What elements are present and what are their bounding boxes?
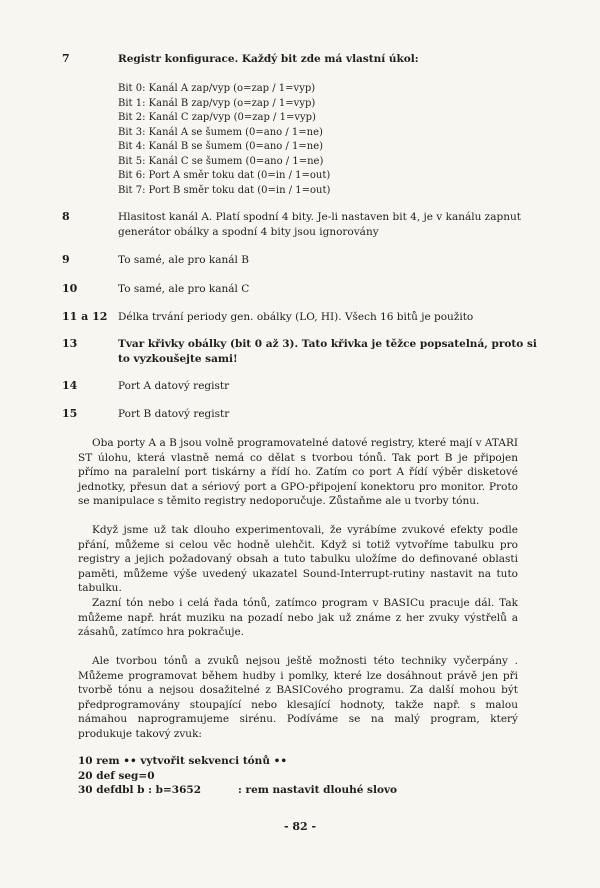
register-description: Hlasitost kanál A. Platí spodní 4 bity. Je-li nastaven bit 4, je v kanálu zapnut generátor obálky a spodní 4 bity jsou ignorovány	[118, 211, 521, 238]
register-description: Tvar křivky obálky (bit 0 až 3). Tato křivka je těžce popsatelná, proto si to vyzkoušejte sami!	[118, 338, 537, 365]
register-number: 7	[62, 52, 70, 65]
bit-item: Bit 5: Kanál C se šumem (0=ano / 1=ne)	[118, 155, 324, 167]
register-number: 10	[62, 282, 78, 295]
register-description: Port A datový registr	[118, 380, 230, 392]
body-paragraph: Když jsme už tak dlouho experimentovali, že vyrábíme zvukové efekty podle přání, můžeme si celou věc hodně ulehčit. Když si totiž vytvoříme tabulku pro registry a jejich požadovaný obsah a tuto tabulku uložíme do definované oblasti paměti, můžeme výše uvedený ukazatel Sound-Interrupt-rutiny nastavit na tuto tabulku.	[78, 524, 518, 594]
code-line: 30 defdbl b : b=3652 : rem nastavit dlouhé slovo	[78, 784, 398, 796]
register-description: Délka trvání periody gen. obálky (LO, HI). Všech 16 bitů je použito	[118, 311, 474, 323]
register-description: To samé, ale pro kanál C	[118, 283, 250, 295]
bit-item: Bit 0: Kanál A zap/vyp (o=zap / 1=vyp)	[118, 83, 316, 94]
body-paragraph: Oba porty A a B jsou volně programovatelné datové registry, které mají v ATARI ST úlohu, která vlastně nemá co dělat s tvorbou tónů. Tak port B je připojen přímo na paralelní port tiskárny a řídí ho. Zatím co port A řídí výběr disketové jednotky, přesun dat a sériový port a GPO-připojení konektoru pro monitor. Proto se manipulace s těmito registry nedoporučuje. Zůstaňme ale u tvorby tónu.	[78, 437, 518, 507]
bit-item: Bit 7: Port B směr toku dat (0=in / 1=out)	[118, 184, 331, 196]
bit-list	[118, 82, 330, 198]
register-number: 13	[62, 337, 78, 350]
register-description: Registr konfigurace. Každý bit zde má vlastní úkol:	[118, 53, 419, 65]
code-listing	[78, 754, 398, 798]
bit-item: Bit 2: Kanál C zap/vyp (0=zap / 1=vyp)	[118, 112, 316, 123]
register-number: 8	[62, 210, 70, 223]
code-line: 10 rem •• vytvořit sekvenci tónů ••	[78, 755, 288, 767]
body-paragraph: Ale tvorbou tónů a zvuků nejsou ještě možnosti této techniky vyčerpány . Můžeme programovat během hudby i pomlky, které lze dosáhnout právě jen při tvorbě tónu a nejsou dosažitelné z BASICového programu. Za další mohou být předprogramovány stoupající nebo klesající hodnoty, takže např. s malou námahou naprogramujeme sirénu. Podíváme se na malý program, který produkuje takový zvuk:	[78, 655, 518, 740]
register-description: Port B datový registr	[118, 408, 230, 420]
code-comment: : rem nastavit dlouhé slovo	[238, 784, 398, 796]
register-number: 11 a 12	[62, 310, 108, 323]
bit-item: Bit 3: Kanál A se šumem (0=ano / 1=ne)	[118, 126, 323, 138]
register-number: 14	[62, 379, 78, 392]
register-number: 15	[62, 407, 78, 420]
page-number: - 82 -	[283, 820, 317, 833]
bit-item: Bit 1: Kanál B zap/vyp (o=zap / 1=vyp)	[118, 97, 316, 109]
body-paragraph: Zazní tón nebo i celá řada tónů, zatímco program v BASICu pracuje dál. Tak můžeme např. hrát muziku na pozadí nebo jak už známe z her zvuky výstřelů a zásahů, zatímco hra pokračuje.	[78, 597, 518, 638]
bit-item: Bit 6: Port A směr toku dat (0=in / 1=out)	[118, 170, 331, 181]
register-number: 9	[62, 253, 70, 266]
bit-item: Bit 4: Kanál B se šumem (0=ano / 1=ne)	[118, 141, 324, 152]
register-description: To samé, ale pro kanál B	[118, 254, 249, 266]
code-line: 20 def seg=0	[78, 769, 155, 782]
